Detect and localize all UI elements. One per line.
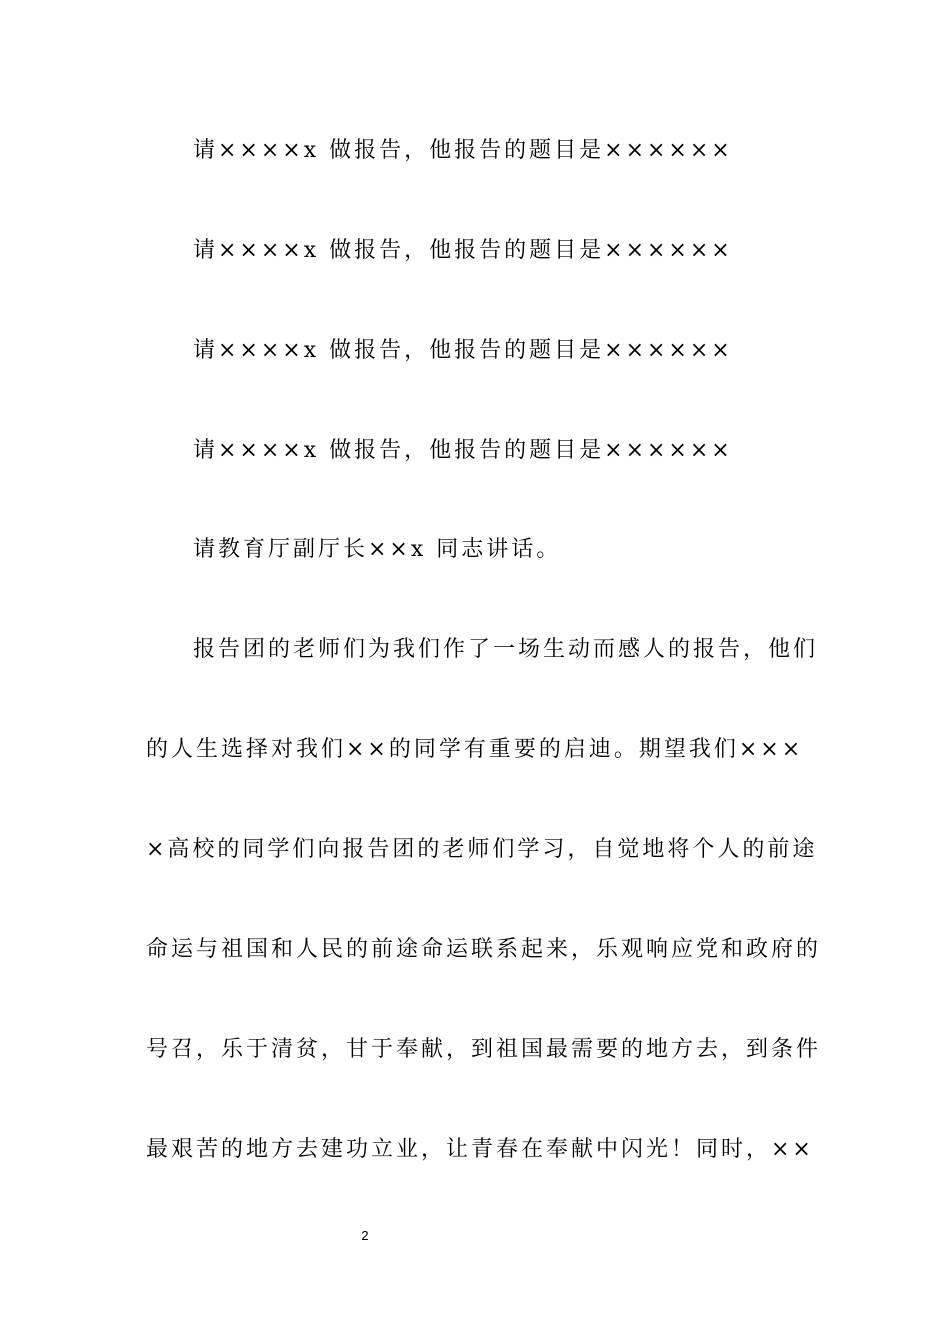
paragraph-line: 号召，乐于清贫，甘于奉献，到祖国最需要的地方去，到条件 bbox=[146, 1037, 822, 1062]
paragraph-line: 报告团的老师们为我们作了一场生动而感人的报告，他们 bbox=[193, 637, 819, 662]
text-line: 请教育厅副厅长××x 同志讲话。 bbox=[193, 537, 562, 562]
text-line: 请××××x 做报告，他报告的题目是×××××× bbox=[193, 138, 733, 163]
page-number: 2 bbox=[361, 1228, 369, 1243]
paragraph-line: 最艰苦的地方去建功立业，让青春在奉献中闪光！同时，×× bbox=[146, 1137, 814, 1162]
paragraph-line: 命运与祖国和人民的前途命运联系起来，乐观响应党和政府的 bbox=[146, 937, 822, 962]
text-line: 请××××x 做报告，他报告的题目是×××××× bbox=[193, 338, 733, 363]
text-line: 请××××x 做报告，他报告的题目是×××××× bbox=[193, 438, 733, 463]
paragraph-line: ×高校的同学们向报告团的老师们学习，自觉地将个人的前途 bbox=[146, 837, 818, 862]
text-line: 请××××x 做报告，他报告的题目是×××××× bbox=[193, 238, 733, 263]
paragraph-line: 的人生选择对我们××的同学有重要的启迪。期望我们××× bbox=[146, 737, 804, 762]
